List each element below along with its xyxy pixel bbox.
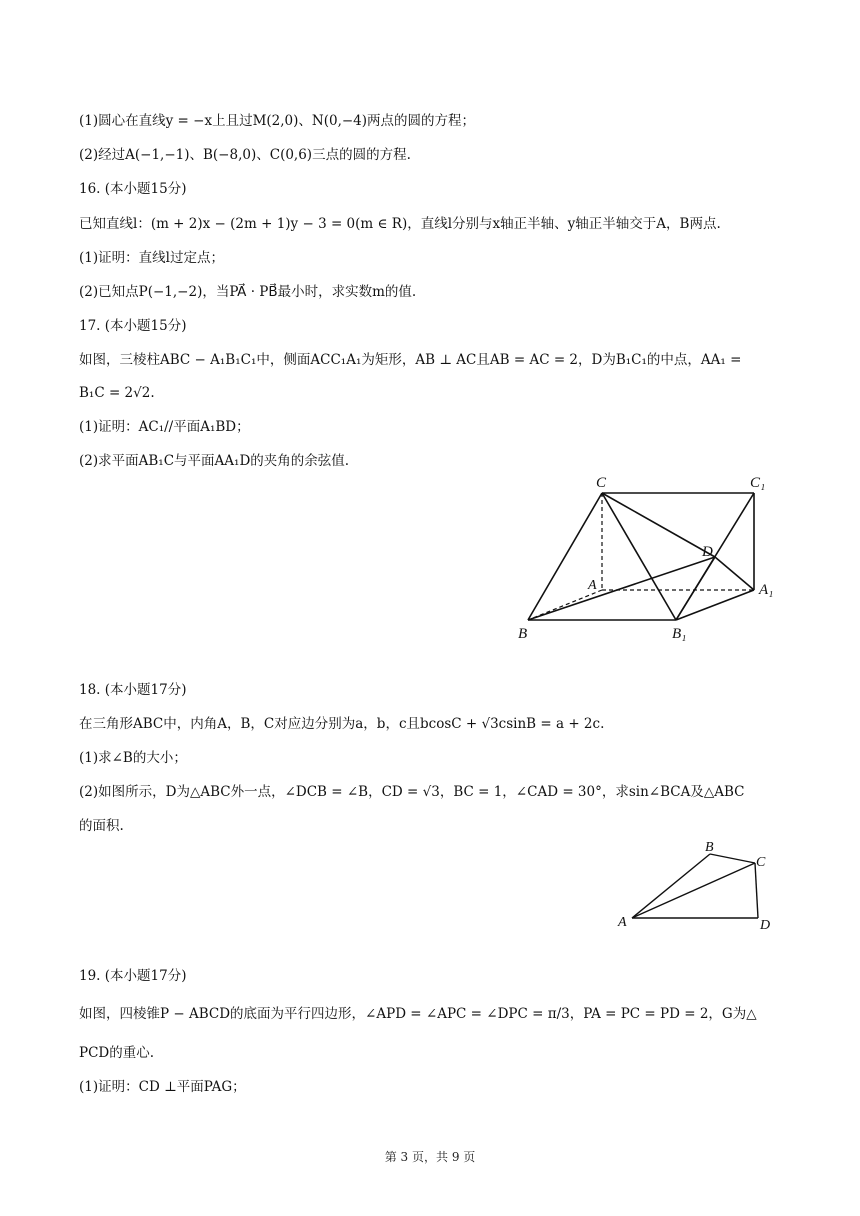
question-18-heading: 18. (本小题17分) (79, 682, 187, 698)
label-C: C (756, 855, 766, 870)
label-B: B (705, 840, 714, 855)
line-1: (1)圆心在直线y = −x上且过M(2,0)、N(0,−4)两点的圆的方程； (79, 113, 476, 129)
label-B1: B₁ (672, 626, 687, 642)
question-16-heading: 16. (本小题15分) (79, 181, 187, 197)
label-A: A (618, 915, 627, 930)
line-19: PCD的重心. (79, 1045, 155, 1061)
line-11: (2)求平面AB₁C与平面AA₁D的夹角的余弦值. (79, 453, 350, 469)
line-6: (2)已知点P(−1,−2)，当PA⃗ · PB⃗最小时，求实数m的值. (79, 284, 417, 300)
question-17-heading: 17. (本小题15分) (79, 318, 187, 334)
line-13: 在三角形ABC中，内角A，B，C对应边分别为a，b，c且bcosC + √3csinB = a + 2c. (79, 716, 605, 732)
line-15: (2)如图所示，D为△ABC外一点，∠DCB = ∠B，CD = √3，BC = 1，∠CAD = 30°，求sin∠BCA及△ABC (79, 784, 745, 800)
question-19-heading: 19. (本小题17分) (79, 968, 187, 984)
label-A: A (588, 578, 597, 593)
line-2: (2)经过A(−1,−1)、B(−8,0)、C(0,6)三点的圆的方程. (79, 147, 411, 163)
line-16: 的面积. (79, 818, 124, 834)
label-D: D (702, 544, 713, 560)
prism-figure (510, 470, 790, 650)
label-C1: C₁ (750, 475, 766, 491)
line-8: 如图，三棱柱ABC − A₁B₁C₁中，侧面ACC₁A₁为矩形，AB ⊥ AC且AB = AC = 2，D为B₁C₁的中点，AA₁ = (79, 352, 742, 368)
line-20: (1)证明：CD ⊥平面PAG； (79, 1079, 246, 1095)
label-B: B (518, 626, 528, 642)
line-5: (1)证明：直线l过定点； (79, 250, 224, 266)
page-footer: 第 3 页，共 9 页 (384, 1150, 476, 1164)
line-4: 已知直线l：(m + 2)x − (2m + 1)y − 3 = 0(m ∈ R)，直线l分别与x轴正半轴、y轴正半轴交于A，B两点. (79, 216, 721, 232)
line-10: (1)证明：AC₁//平面A₁BD； (79, 419, 250, 435)
label-D: D (760, 918, 771, 933)
triangle-figure (610, 836, 790, 936)
label-A1: A₁ (759, 582, 774, 598)
line-9: B₁C = 2√2. (79, 385, 155, 401)
line-18: 如图，四棱锥P − ABCD的底面为平行四边形，∠APD = ∠APC = ∠DPC = π/3，PA = PC = PD = 2，G为△ (79, 1006, 757, 1022)
label-C: C (596, 475, 607, 491)
line-14: (1)求∠B的大小； (79, 750, 187, 766)
